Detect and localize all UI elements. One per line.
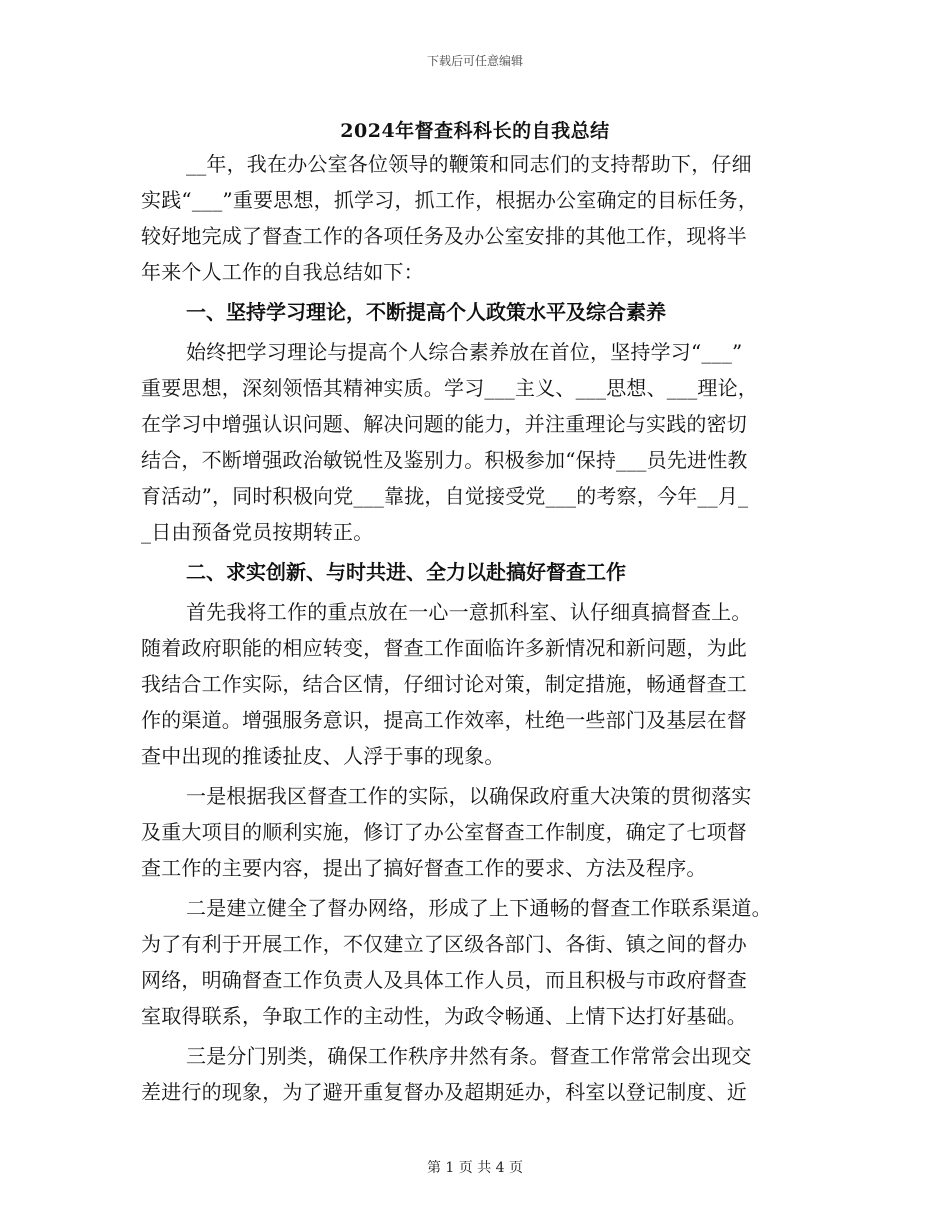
paragraph-line: 实践“___”重要思想，抓学习，抓工作，根据办公室确定的目标任务， (141, 188, 759, 212)
paragraph-line: 较好地完成了督查工作的各项任务及办公室安排的其他工作，现将半 (141, 224, 747, 248)
paragraph-line: 查工作的主要内容，提出了搞好督查工作的要求、方法及程序。 (141, 856, 707, 880)
paragraph-line: 作的渠道。增强服务意识，提高工作效率，杜绝一些部门及基层在督 (141, 708, 747, 732)
paragraph-line: 差进行的现象，为了避开重复督办及超期延办，科室以登记制度、近 (141, 1080, 747, 1104)
section-heading-2: 二、求实创新、与时共进、全力以赴搞好督查工作 (186, 560, 626, 584)
paragraph-line: 三是分门别类，确保工作秩序井然有条。督查工作常常会出现交 (186, 1044, 752, 1068)
page-header-note: 下载后可任意编辑 (426, 54, 523, 68)
paragraph-line: 随着政府职能的相应转变，督查工作面临许多新情况和新问题，为此 (141, 636, 747, 660)
paragraph-line: 及重大项目的顺利实施，修订了办公室督查工作制度，确定了七项督 (141, 820, 747, 844)
paragraph-line: 结合，不断增强政治敏锐性及鉴别力。积极参加“保持___员先进性教 (141, 448, 748, 472)
paragraph-line: _日由预备党员按期转正。 (141, 520, 374, 544)
paragraph-line: 始终把学习理论与提高个人综合素养放在首位，坚持学习“___” (186, 340, 743, 364)
paragraph-line: 首先我将工作的重点放在一心一意抓科室、认仔细真搞督查上。 (186, 600, 752, 624)
paragraph-line: 重要思想，深刻领悟其精神实质。学习___主义、___思想、___理论， (141, 376, 758, 400)
paragraph-line: 网络，明确督查工作负责人及具体工作人员，而且积极与市政府督查 (141, 968, 747, 992)
paragraph-line: __年，我在办公室各位领导的鞭策和同志们的支持帮助下，仔细 (186, 152, 752, 176)
page-number-footer: 第 1 页 共 4 页 (426, 1160, 524, 1176)
paragraph-line: 我结合工作实际，结合区情，仔细讨论对策，制定措施，畅通督查工 (141, 672, 747, 696)
section-heading-1: 一、坚持学习理论，不断提高个人政策水平及综合素养 (186, 300, 666, 324)
document-title: 2024年督查科科长的自我总结 (340, 120, 610, 142)
paragraph-line: 育活动”，同时积极向党___靠拢，自觉接受党___的考察，今年__月_ (141, 484, 749, 508)
paragraph-line: 查中出现的推诿扯皮、人浮于事的现象。 (141, 744, 505, 768)
paragraph-line: 在学习中增强认识问题、解决问题的能力，并注重理论与实践的密切 (141, 412, 747, 436)
paragraph-line: 二是建立健全了督办网络，形成了上下通畅的督查工作联系渠道。 (186, 896, 772, 920)
paragraph-line: 年来个人工作的自我总结如下： (141, 260, 424, 284)
paragraph-line: 一是根据我区督查工作的实际，以确保政府重大决策的贯彻落实 (186, 784, 752, 808)
paragraph-line: 室取得联系，争取工作的主动性，为政令畅通、上情下达打好基础。 (141, 1004, 747, 1028)
paragraph-line: 为了有利于开展工作，不仅建立了区级各部门、各街、镇之间的督办 (141, 932, 747, 956)
